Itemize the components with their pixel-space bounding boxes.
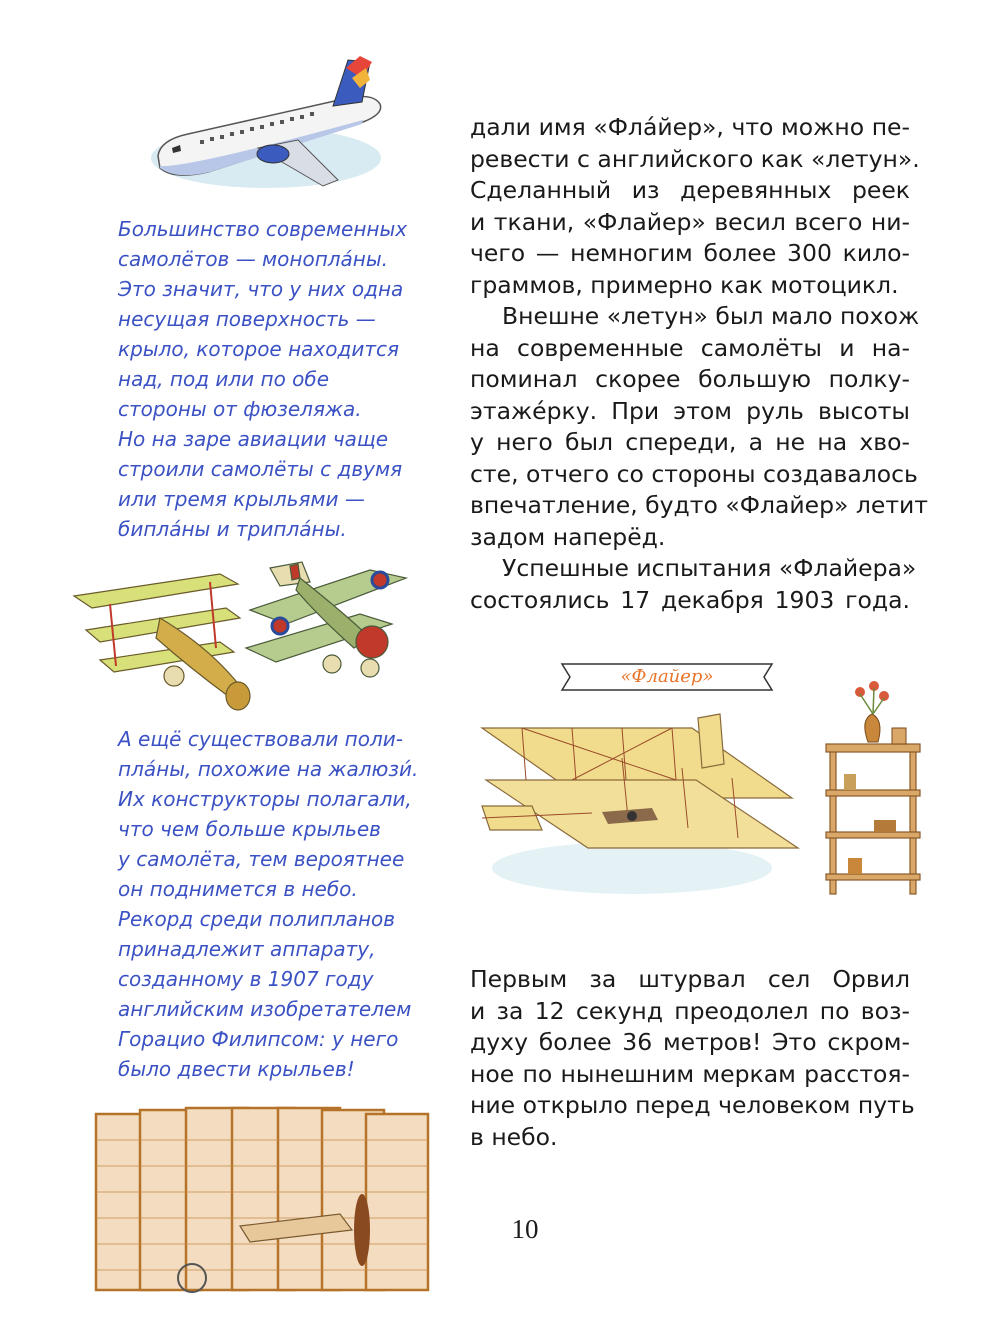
note-line: или тремя крыльями — [118,487,365,511]
note-line: А ещё существовали поли- [118,727,403,751]
text-line: и за 12 секунд преодолел по воз- [470,996,910,1025]
note-line: он поднимется в небо. [118,877,358,901]
text-line: состоялись 17 декабря 1903 года. [470,585,910,614]
main-paragraph-4 [470,964,915,1153]
note-line: пла́ны, похожие на жалюзи́. [118,757,419,781]
text-line: у него был спереди, а не на хво- [470,428,910,456]
text-line: впечатление, будто «Флайер» летит [470,491,928,519]
main-paragraph-3 [470,553,917,616]
note-line: Их конструкторы полагали, [118,787,412,811]
text-line: на современные самолёты и на- [470,333,910,362]
text-line: Успешные испытания «Флайера» [502,554,917,582]
text-line: граммов, примерно как мотоцикл. [470,270,899,299]
text-line: чего — немногим более 300 кило- [470,239,910,267]
note-line: самолётов — монопла́ны. [118,247,389,271]
note-line: над, под или по обе [118,367,330,391]
text-line: этаже́рку. При этом руль высоты [470,396,910,425]
text-line: Сделанный из деревянных реек [470,176,910,204]
note-line: было двести крыльев! [118,1057,355,1081]
text-line: задом наперёд. [470,522,666,551]
text-line: сте, отчего со стороны создавалось [470,459,918,488]
note-line: английским изобретателем [118,997,412,1021]
text-line: ние открыло перед человеком путь [470,1091,915,1119]
note-line: крыло, которое находится [118,337,400,361]
note-line: строили самолёты с двумя [118,457,403,481]
text-line: духу более 36 метров! Это скром- [470,1028,910,1056]
note-line: Большинство современных [118,217,408,241]
monoplanes-note [118,214,418,544]
text-line: и ткани, «Флайер» весил всего ни- [470,207,910,236]
note-line: у самолёта, тем вероятнее [118,847,405,871]
note-line: несущая поверхность — [118,307,376,331]
main-paragraph-1 [470,112,920,301]
polyplanes-note [118,724,418,1084]
airliner-illustration [148,48,410,198]
text-line: дали имя «Фла́йер», что можно пе- [470,113,910,141]
text-line: Первым за штурвал сел Орвил [470,965,910,993]
wright-flyer-illustration [462,708,812,908]
note-line: что чем больше крыльев [118,817,381,841]
note-line: Это значит, что у них одна [118,277,404,301]
page-number: 10 [511,1214,539,1244]
note-line: бипла́ны и трипла́ны. [118,517,347,541]
shelf-illustration [820,680,940,900]
note-line: стороны от фюзеляжа. [118,397,362,421]
text-line: поминал скорее большую полку- [470,365,910,393]
multiplane-illustration [90,1100,435,1300]
main-paragraph-2 [470,301,928,553]
text-line: ное по нынешним меркам расстоя- [470,1059,910,1088]
flyer-caption [558,660,776,694]
text-line: в небо. [470,1122,558,1151]
text-line: ревести с английского как «летун». [470,144,920,173]
note-line: Рекорд среди полипланов [118,907,396,931]
biplane-triplane-illustration [70,548,415,718]
text-line: Внешне «летун» был мало похож [502,302,920,330]
note-line: принадлежит аппарату, [118,937,376,961]
note-line: созданному в 1907 году [118,967,374,991]
flyer-caption-label: «Флайер» [620,666,714,687]
note-line: Горацио Филипсом: у него [118,1027,399,1051]
note-line: Но на заре авиации чаще [118,427,389,451]
